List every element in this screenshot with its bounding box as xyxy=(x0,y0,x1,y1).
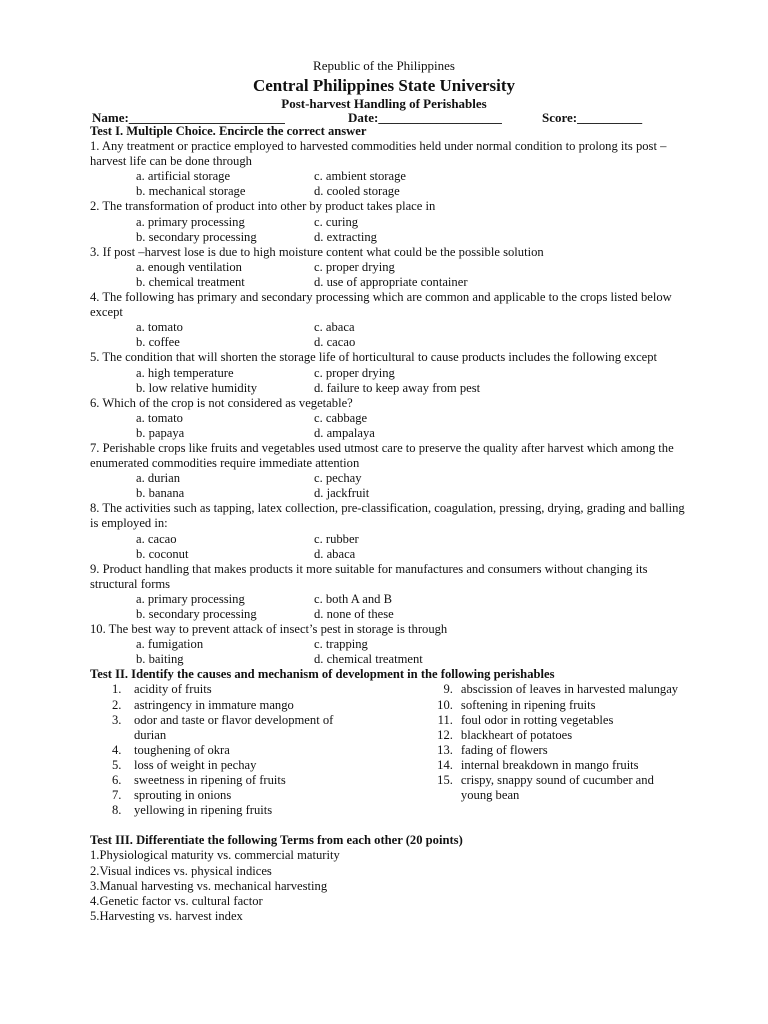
item-text: odor and taste or flavor development of durian xyxy=(134,712,334,742)
question-text: 4. The following has primary and secondary processing which are common and applicable to the crops listed below except xyxy=(90,290,672,320)
answer-option[interactable]: d. jackfruit xyxy=(314,486,370,501)
answer-option[interactable]: a. durian xyxy=(136,471,181,486)
options-row xyxy=(90,260,690,275)
test1-title: Test I. Multiple Choice. Encircle the correct answer xyxy=(90,124,367,138)
options-row xyxy=(90,486,690,501)
item-number: 2. xyxy=(112,697,122,712)
answer-option[interactable]: b. mechanical storage xyxy=(136,184,246,199)
list-item xyxy=(90,803,409,818)
item-number: 13. xyxy=(437,742,453,757)
item-number: 3. xyxy=(90,878,100,893)
list-item xyxy=(421,773,690,803)
subject-title: Post-harvest Handling of Perishables xyxy=(281,96,487,111)
answer-option[interactable]: a. artificial storage xyxy=(136,169,231,184)
question-text: 3. If post –harvest lose is due to high moisture content what could be the possible solution xyxy=(90,244,544,259)
answer-option[interactable]: c. cabbage xyxy=(314,410,368,425)
options-row xyxy=(90,637,690,652)
question-7 xyxy=(90,441,690,501)
item-text: Genetic factor vs. cultural factor xyxy=(99,893,263,908)
answer-option[interactable]: b. banana xyxy=(136,486,185,501)
list-item xyxy=(421,728,690,743)
answer-option[interactable]: b. coconut xyxy=(136,546,189,561)
options-row xyxy=(90,607,690,622)
options-row xyxy=(90,411,690,426)
question-2 xyxy=(90,199,690,244)
options-row xyxy=(90,366,690,381)
answer-option[interactable]: a. high temperature xyxy=(136,365,234,380)
item-text: blackheart of potatoes xyxy=(460,727,573,742)
answer-option[interactable]: d. abaca xyxy=(314,546,356,561)
list-item xyxy=(421,758,690,773)
item-number: 10. xyxy=(437,697,453,712)
answer-option[interactable]: d. failure to keep away from pest xyxy=(314,380,481,395)
exam-content xyxy=(90,124,690,924)
question-text: 6. Which of the crop is not considered as vegetable? xyxy=(90,395,353,410)
answer-option[interactable]: d. chemical treatment xyxy=(314,652,423,667)
answer-option[interactable]: b. secondary processing xyxy=(136,607,257,621)
question-3 xyxy=(90,245,690,290)
question-text: 8. The activities such as tapping, latex collection, pre-classification, coagulation, pressing, drying, grading and balling is employed in: xyxy=(90,501,685,531)
list-item xyxy=(90,864,690,879)
list-item xyxy=(90,713,409,743)
options-row xyxy=(90,652,690,667)
score-field: Score:__________ xyxy=(542,110,643,125)
republic-line: Republic of the Philippines xyxy=(313,58,455,73)
item-text: loss of weight in pechay xyxy=(134,757,257,772)
answer-option[interactable]: d. cooled storage xyxy=(314,184,400,199)
list-item xyxy=(90,894,690,909)
answer-option[interactable]: b. secondary processing xyxy=(136,229,257,244)
question-10 xyxy=(90,622,690,667)
answer-option[interactable]: d. use of appropriate container xyxy=(314,274,468,289)
item-number: 15. xyxy=(437,773,453,788)
question-text: 9. Product handling that makes products it more suitable for manufactures and consumers without changing its structural forms xyxy=(90,561,648,591)
options-row xyxy=(90,184,690,199)
options-row xyxy=(90,215,690,230)
item-text: sprouting in onions xyxy=(134,788,232,803)
test2-left-column xyxy=(90,682,409,818)
list-item xyxy=(421,743,690,758)
item-number: 3. xyxy=(112,712,122,727)
answer-option[interactable]: c. proper drying xyxy=(314,259,395,274)
answer-option[interactable]: d. ampalaya xyxy=(314,425,375,440)
options-row xyxy=(90,592,690,607)
question-6 xyxy=(90,396,690,441)
options-row xyxy=(90,532,690,547)
item-text: abscission of leaves in harvested malungay xyxy=(460,682,679,697)
answer-option[interactable]: c. pechay xyxy=(314,471,362,486)
item-text: Manual harvesting vs. mechanical harvesting xyxy=(99,878,328,893)
question-text: 7. Perishable crops like fruits and vegetables used utmost care to preserve the quality after harvest which among the enumerated commodities require immediate attention xyxy=(90,440,674,471)
name-field: Name:________________________ xyxy=(92,110,285,125)
item-text: crispy, snappy sound of cucumber and young bean xyxy=(460,773,654,803)
question-1 xyxy=(90,139,690,199)
answer-option[interactable]: d. none of these xyxy=(314,607,394,621)
test2-right-column xyxy=(421,682,690,818)
answer-option[interactable]: c. proper drying xyxy=(314,365,395,380)
answer-option[interactable]: b. papaya xyxy=(136,425,185,440)
item-number: 1. xyxy=(112,682,122,697)
item-text: Physiological maturity vs. commercial maturity xyxy=(99,848,340,863)
question-8 xyxy=(90,501,690,561)
answer-option[interactable]: a. tomato xyxy=(136,320,183,335)
item-number: 1. xyxy=(90,848,100,863)
list-item xyxy=(421,713,690,728)
list-item xyxy=(421,698,690,713)
answer-option[interactable]: a. cacao xyxy=(136,531,177,546)
options-row xyxy=(90,320,690,335)
item-number: 9. xyxy=(443,682,453,697)
answer-option[interactable]: a. fumigation xyxy=(136,637,204,652)
list-item xyxy=(421,682,690,697)
options-row xyxy=(90,275,690,290)
date-field: Date:___________________ xyxy=(348,110,502,125)
answer-option[interactable]: c. curing xyxy=(314,214,359,229)
answer-option[interactable]: c. rubber xyxy=(314,531,359,546)
item-text: yellowing in ripening fruits xyxy=(134,803,273,818)
test3-list xyxy=(90,848,690,923)
answer-option[interactable]: a. primary processing xyxy=(136,214,245,229)
item-number: 4. xyxy=(90,893,100,908)
item-text: toughening of okra xyxy=(134,742,230,757)
list-item xyxy=(90,758,409,773)
item-number: 5. xyxy=(112,757,122,772)
answer-option[interactable]: b. chemical treatment xyxy=(136,274,245,289)
item-text: Visual indices vs. physical indices xyxy=(99,863,272,878)
question-text: 5. The condition that will shorten the storage life of horticultural to cause products includes the following except xyxy=(90,350,658,365)
item-text: acidity of fruits xyxy=(134,682,212,697)
item-text: astringency in immature mango xyxy=(134,697,294,712)
question-text: 1. Any treatment or practice employed to harvested commodities held under normal condition to prolong its post –harvest life can be done through xyxy=(90,139,667,169)
list-item xyxy=(90,682,409,697)
item-text: sweetness in ripening of fruits xyxy=(134,773,286,788)
answer-option[interactable]: a. primary processing xyxy=(136,591,245,606)
answer-option[interactable]: c. trapping xyxy=(314,637,368,652)
list-item xyxy=(90,788,409,803)
options-row xyxy=(90,335,690,350)
question-4 xyxy=(90,290,690,350)
list-item xyxy=(90,909,690,924)
answer-option[interactable]: a. enough ventilation xyxy=(136,259,242,274)
answer-option[interactable]: c. abaca xyxy=(314,320,355,335)
item-number: 11. xyxy=(437,712,453,727)
answer-option[interactable]: c. ambient storage xyxy=(314,169,406,184)
options-row xyxy=(90,471,690,486)
item-text: fading of flowers xyxy=(460,742,548,757)
answer-option[interactable]: c. both A and B xyxy=(314,591,393,606)
test3-title: Test III. Differentiate the following Terms from each other (20 points) xyxy=(90,833,463,848)
university-title: Central Philippines State University xyxy=(252,76,516,95)
options-row xyxy=(90,169,690,184)
item-text: foul odor in rotting vegetables xyxy=(460,712,614,727)
answer-option[interactable]: d. cacao xyxy=(314,335,356,350)
item-number: 5. xyxy=(90,908,100,923)
item-number: 8. xyxy=(112,803,122,818)
item-text: softening in ripening fruits xyxy=(460,697,596,712)
options-row xyxy=(90,426,690,441)
list-item xyxy=(90,848,690,863)
answer-option[interactable]: a. tomato xyxy=(136,410,183,425)
item-text: internal breakdown in mango fruits xyxy=(460,757,639,772)
item-number: 14. xyxy=(437,757,453,772)
options-row xyxy=(90,381,690,396)
answer-option[interactable]: b. baiting xyxy=(136,652,184,667)
test2-title: Test II. Identify the causes and mechanism of development in the following perishables xyxy=(90,667,555,682)
list-item xyxy=(90,698,409,713)
question-5 xyxy=(90,350,690,395)
answer-option[interactable]: b. coffee xyxy=(136,335,180,350)
question-text: 10. The best way to prevent attack of insect’s pest in storage is through xyxy=(90,622,448,637)
test1-questions xyxy=(90,139,690,667)
list-item xyxy=(90,743,409,758)
answer-option[interactable]: d. extracting xyxy=(314,229,377,244)
test2-items xyxy=(90,682,690,818)
options-row xyxy=(90,547,690,562)
answer-option[interactable]: b. low relative humidity xyxy=(136,380,258,395)
item-number: 12. xyxy=(437,727,453,742)
item-number: 2. xyxy=(90,863,100,878)
item-number: 7. xyxy=(112,788,122,803)
options-row xyxy=(90,230,690,245)
question-text: 2. The transformation of product into other by product takes place in xyxy=(90,199,436,214)
item-number: 6. xyxy=(112,773,122,788)
list-item xyxy=(90,879,690,894)
item-number: 4. xyxy=(112,742,122,757)
test3-items xyxy=(90,848,690,923)
list-item xyxy=(90,773,409,788)
question-9 xyxy=(90,562,690,622)
item-text: Harvesting vs. harvest index xyxy=(99,908,243,923)
